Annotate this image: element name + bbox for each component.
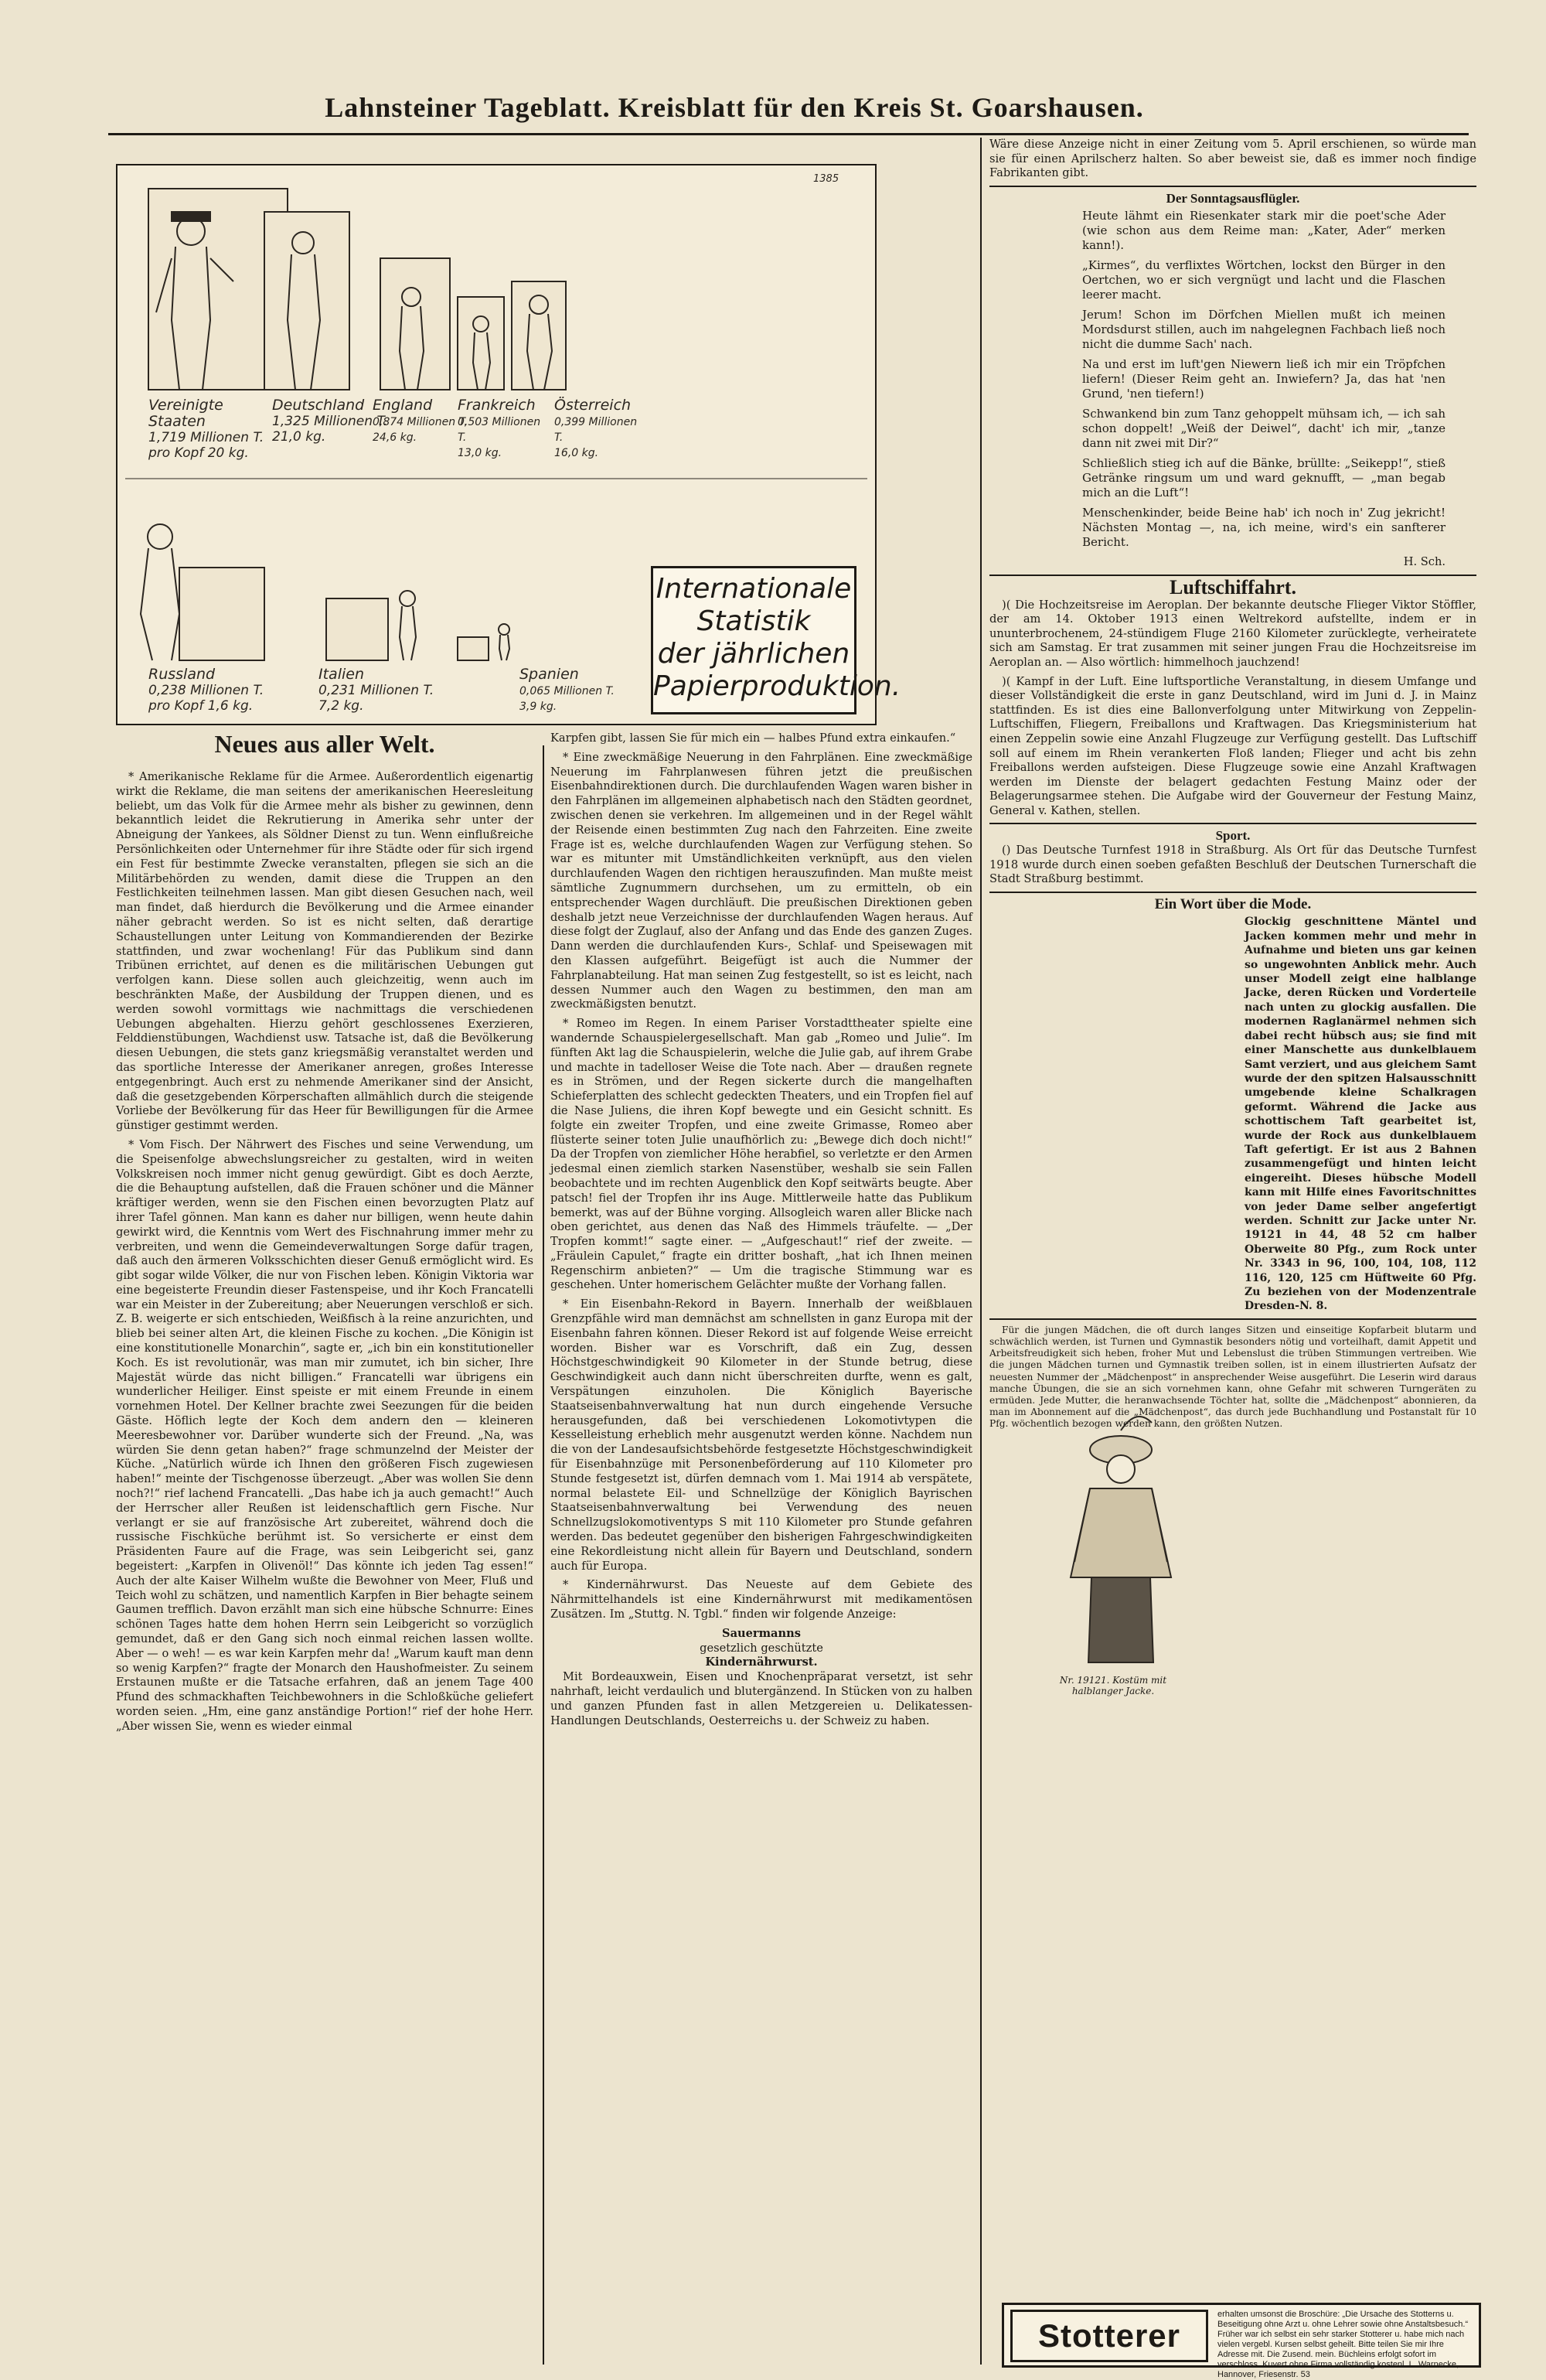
jacket [1071, 1488, 1171, 1577]
paper-block-spain [458, 637, 489, 660]
stotterer-ad [1002, 2303, 1481, 2379]
label-spain [519, 667, 643, 714]
country-value: 0,238 Millionen T. [148, 683, 264, 698]
wurst-ad-subtitle: gesetzlich geschützte [700, 1641, 823, 1655]
section-rule [989, 186, 1476, 187]
ad-commentary: Wäre diese Anzeige nicht in einer Zeitung vom 5. April erschienen, so würde man sie für einen Aprilscherz halten. So aber beweist sie, daß es immer noch findige Fabrikanten gibt. [989, 138, 1476, 180]
figure-russia-head [148, 524, 172, 549]
right-column [989, 138, 1476, 1435]
country-per-head: pro Kopf 20 kg. [148, 445, 249, 461]
label-russia [148, 667, 280, 714]
country-per-head: pro Kopf 1,6 kg. [148, 698, 254, 714]
news-title: Neues aus aller Welt. [214, 730, 435, 758]
paper-block-russia [179, 568, 264, 660]
country-name: Frankreich [458, 397, 536, 414]
illustration-title-line: Papierproduktion. [653, 670, 901, 702]
stotterer-ad-text: erhalten umsonst die Broschüre: „Die Ursache des Stotterns u. Beseitigung ohne Arzt u. ohne Lehrer sowie ohne Anstaltsbesuch.“ Früher war ich selbst ein sehr starker Stotterer u. habe mich nach vielen vergebl. Kursen selbst geheilt. Bitte teilen Sie mir Ihre Adresse mit. Die Zusend. mein. Büchleins erfolgt sofort im verschloss. Kuvert ohne Firma vollständig kostenl. L. Warnecke, Hannover, Friesenstr. 53 [1217, 2310, 1469, 2379]
poem-stanza: Heute lähmt ein Riesenkater stark mir die poet'sche Ader (wie schon aus dem Reime man: „Kater, Ader“ merken kann!). [1082, 209, 1446, 253]
stotterer-ad-word: Stotterer [1010, 2310, 1208, 2362]
paper-statistics-illustration [116, 164, 901, 725]
illustration-title-line: der jährlichen [657, 638, 850, 670]
illustration-title-line: Statistik [696, 605, 811, 637]
poem-body [989, 209, 1476, 570]
label-france [458, 397, 550, 461]
news-middle-column [550, 731, 972, 1733]
article-eisenbahn-rekord: * Ein Eisenbahn-Rekord in Bayern. Innerhalb der weißblauen Grenzpfähle wird man demnächst am schnellsten in ganz Europa mit der Eisenbahn fahren können. Dieser Rekord ist auf folgende Weise erreicht worden. Bisher war es Vorschrift, daß ein Zug, dessen Höchstgeschwindigkeit 90 Kilometer in der Stunde betrug, diese Geschwindigkeit auch dann nicht überschreiten durfte, wenn es galt, Verspätungen einzuholen. Die Königlich Bayerische Staatseisenbahnverwaltung hat nun durch eingehende Versuche herausgefunden, daß bei verschiedenen Lokomotivtypen die Kesselleistung erheblich mehr ausgenutzt werden könne. Nachdem nun die von der Landesaufsichtsbehörde festgesetzte Höchstgeschwindigkeit für Eisenbahnzüge mit Personenbeförderung auf 110 Kilometer pro Stunde festgesetzt ist, dürfen demnach vom 1. Mai 1914 ab verspätete, normal belastete Eil- und Schnellzüge der Königlich Bayrischen Staatseisenbahnverwaltung bei Verwendung des neuen Schnellzugslokomotiventyps S mit 110 Kilometer pro Stunde gefahren werden. Das bedeutet gegenüber den bisherigen Fahrgeschwindigkeiten eine Rekordleistung nicht allein für Bayern und Deutschland, sondern auch für Europa. [550, 1297, 972, 1573]
sport-title: Sport. [1215, 828, 1251, 844]
head [1107, 1455, 1135, 1483]
illustration-title-box [651, 566, 901, 714]
country-name: Österreich [554, 397, 632, 414]
article-kindernaehrwurst: * Kindernährwurst. Das Neueste auf dem Gebiete des Nährmittelhandels ist eine Kindernährwurst mit medikamentösen Zusätzen. Im „Stuttg. N. Tgbl.“ finden wir folgende Anzeige: [550, 1578, 972, 1621]
mode-text: Glockig geschnittene Mäntel und Jacken kommen mehr und mehr in Aufnahme und bieten uns gar keinen so ungewohnten Anblick mehr. Auch unser Modell zeigt eine halblange Jacke, deren Rücken und Vorderteile nach unten zu glockig ausfallen. Die modernen Raglanärmel nehmen sich dabei recht hübsch aus; sie find mit einer Manschette aus dunkelblauem Samt verziert, und aus gleichem Samt wurde der den spitzen Halsausschnitt umgebende kleine Schalkragen geformt. Während die Jacke aus schottischem Taft gearbeitet ist, wurde der Rock aus dunkelblauem Taft gefertigt. Er ist aus 2 Bahnen zusammengefügt und hinten leicht eingereiht. Dieses hübsche Modell kann mit Hilfe eines Favoritschnittes von jeder Dame selber angefertigt werden. Schnitt zur Jacke unter Nr. 19121 in 44, 48 52 cm halber Oberweite 80 Pfg., zum Rock unter Nr. 3343 in 96, 100, 104, 108, 112 116, 120, 125 cm Hüftweite 60 Pfg. Zu beziehen von der Modenzentrale Dresden-N. 8. [1245, 916, 1476, 1313]
article-amerikanische-reklame: * Amerikanische Reklame für die Armee. Außerordentlich eigenartig wirkt die Reklame, die man seitens der amerikanischen Heeresleitung beliebt, um das Volk für die Armee mehr als bisher zu gewinnen, denn bekanntlich leidet die Rekrutierung in Amerika sehr unter der Abneigung der Yankees, als Söldner Dienst zu tun. Wenn einflußreiche Persönlichkeiten oder Unternehmer für ihre Städte oder für sich irgend ein Fest für bestimmte Zwecke veranstalten, pflegen sie sich an die Militärbehörden zu wenden, damit diese die Truppen an den Festlichkeiten teilnehmen lassen. Man gibt diesen Gesuchen nach, weil man findet, daß hierdurch die Bevölkerung und die Armee einander näher gebracht werden. So ist es nicht selten, daß derartige Schaustellungen unter Leitung von Kommandierenden der Bezirke stattfinden, und zwar wochenlang! Für das Publikum sind dann Tribünen errichtet, auf denen es die militärischen Uebungen gut verfolgen kann. Diese sollen auch gleichzeitig, wenn auch im beschränkten Maße, der Ausbildung der Truppen dienen, und es werden sowohl vormittags wie nachmittags die verschiedenen Uebungen abgehalten. Hierzu gehört geschlossenes Exerzieren, Felddienstübungen, Wachdienst usw. Tatsache ist, daß die Bevölkerung diesen Uebungen, die stets ganz kriegsmäßig veranstaltet werden und das sportliche Interesse der Amerikaner anregen, großes Interesse entgegenbringt. Auch erst zu nehmende Amerikaner sind der Ansicht, daß die gesetzgebenden Körperschaften allmählich durch die steigende Vorliebe der Bevölkerung für das Heer für Bewilligungen für die Armee günstiger gestimmt werden. [116, 770, 533, 1133]
paper-block-austria [512, 281, 566, 390]
article-hochzeitsreise: )( Die Hochzeitsreise im Aeroplan. Der bekannte deutsche Flieger Viktor Stöffler, der am 14. Oktober 1913 einen Weltrekord aufstellte, indem er in ununterbrochenem, 24-stündigem Fluge 2160 Kilometer zurücklegte, verheiratete sich am Samstag. Er trat zusammen mit seiner jungen Frau die Hochzeitsreise im Aeroplan an. — Also wörtlich: himmelhoch jauchzend! [989, 598, 1476, 669]
poem-stanza: Schwankend bin zum Tanz gehoppelt mühsam ich, — ich sah schon doppelt! „Weiß der Deiwel“, dacht' ich mir, „tanze dann nit zwei mit Dir?“ [1082, 407, 1446, 451]
country-name: Russland [148, 666, 216, 683]
article-continuation: Karpfen gibt, lassen Sie für mich ein — halbes Pfund extra einkaufen.“ [550, 731, 956, 745]
country-per-head: 21,0 kg. [272, 429, 326, 445]
poem-author: H. Sch. [1403, 555, 1446, 569]
poem-stanza: Na und erst im luft'gen Niewern ließ ich mir ein Tröpfchen liefern! (Dieser Reim geht an. Inwiefern? Ja, das hat 'nen Grund, 'nen tiefern!) [1082, 357, 1446, 401]
illustration-stamp: 1385 [813, 173, 839, 185]
section-rule [989, 1318, 1476, 1320]
country-name: Spanien [519, 666, 579, 683]
country-value: 1,325 Millionen T. [272, 414, 388, 429]
figure-spain-body [499, 635, 509, 660]
masthead: Lahnsteiner Tageblatt. Kreisblatt für den Kreis St. Goarshausen. [325, 92, 1144, 123]
article-turnfest: () Das Deutsche Turnfest 1918 in Straßburg. Als Ort für das Deutsche Turnfest 1918 wurde durch einen soeben gefaßten Beschluß der Deutschen Turnerschaft die Stadt Straßburg bestimmt. [989, 844, 1476, 886]
section-rule [989, 892, 1476, 893]
figure-italy-head [400, 591, 415, 606]
hat-feather [1121, 1417, 1152, 1430]
label-germany [272, 397, 388, 445]
figure-russia-body [141, 548, 179, 660]
figure-italy-body [400, 606, 416, 660]
maedchen-text: Für die jungen Mädchen, die oft durch langes Sitzen und einseitige Kopfarbeit blutarm und schwächlich werden, ist Turnen und Gymnastik besonders nötig und vorteilhaft, damit Appetit und Arbeitsfreudigkeit sich heben, froher Mut und Lebenslust die trüben Stimmungen vertreiben. Wie die jungen Mädchen turnen und Gymnastik treiben sollen, ist in einem illustrierten Aufsatz der neuesten Nummer der „Mädchenpost“ in ansprechender Weise ausgeführt. Die Leserin wird daraus manche Übungen, die sie an sich vornehmen kann, ohne Gefahr mit schweren Turngeräten zu ermüden. Jede Mutter, die heranwachsende Töchter hat, sollte die „Mädchenpost“ abonnieren, da man im Abonnement auf die „Mädchenpost“, das durch jede Buchhandlung und Postanstalt für 10 Pfg. wöchentlich bezogen werden kann, den größten Nutzen. [989, 1324, 1476, 1430]
fashion-caption: Nr. 19121. Kostüm mit halblanger Jacke. [1059, 1675, 1167, 1696]
masthead-rule [108, 133, 1469, 135]
paper-block-england [380, 258, 450, 390]
mode-title: Ein Wort über die Mode. [1154, 895, 1312, 912]
label-austria [554, 397, 647, 461]
country-value: 1,719 Millionen T. [148, 430, 264, 445]
country-per-head: 3,9 kg. [519, 701, 557, 713]
poem-stanza: „Kirmes“, du verflixtes Wörtchen, lockst den Bürger in den Oertchen, wo er sich vergnügt und lacht und die Flaschen leerer macht. [1082, 258, 1446, 302]
country-name: England [373, 397, 433, 414]
figure-usa-hat [172, 212, 210, 221]
article-kampf-in-der-luft: )( Kampf in der Luft. Eine luftsportliche Veranstaltung, in diesem Umfange und dieser Vollständigkeit die erste in ganz Deutschland, wird im Juni d. J. in Mainz stattfinden. Es ist dies eine Ballonverfolgung unter Mitwirkung von Zeppelin-Luftschiffen, Fliegern, Freiballons und Kraftwagen. Das Kriegsministerium hat einen Zeppelin sowie eine Anzahl Flugzeuge zur Verfügung gestellt. Das Luftschiff soll auf einem im Rhein verankerten Floß landen; Flieger und acht bis zehn Freiballons werden aufsteigen. Diese Flugzeuge sowie eine Anzahl Kraftwagen werden im Dienste der belagert gedachten Festung Mainz oder der Belagerungsarmee stehen. Die Aufgabe wird der Gouverneur der Festung Mainz, General v. Kathen, stellen. [989, 674, 1476, 817]
skirt [1088, 1577, 1153, 1662]
country-per-head: 24,6 kg. [373, 431, 417, 444]
country-name: Deutschland [272, 397, 365, 414]
country-value: 0,399 Millionen T. [554, 416, 638, 444]
column-rule-middle [543, 745, 544, 2365]
paper-block-italy [326, 598, 388, 660]
poem-stanza: Jerum! Schon im Dörfchen Miellen mußt ich meinen Mordsdurst stillen, auch im nahgelegnen Fachbach ließ noch nicht die dumme Sach' nach. [1082, 308, 1446, 352]
fashion-illustration [1005, 1407, 1245, 1670]
country-value: 0,874 Millionen T. [373, 416, 468, 428]
country-name: Vereinigte Staaten [148, 397, 223, 430]
paper-block-france [458, 297, 504, 390]
country-per-head: 13,0 kg. [458, 447, 502, 459]
article-vom-fisch: * Vom Fisch. Der Nährwert des Fisches und seine Verwendung, um die Speisenfolge abwechslungsreicher zu gestalten, wird in weiten Volkskreisen noch immer nicht genug gewürdigt. Gibt es doch Aerzte, die die Behauptung aufstellen, daß die Frauen schöner und die Männer kräftiger werden, wenn sie den Fischen einen bevorzugten Platz auf ihrer Tafel gönnen. Man kann es daher nur billigen, wenn heute dahin gewirkt wird, die Kenntnis vom Wert des Fischnahrung immer mehr zu verbreiten, und wenn die Gemeindeverwaltungen Sorge dafür tragen, daß auch den ärmeren Volksschichten dieser Genuß ermöglicht wird. Es gibt sogar wilde Völker, die nur von Fischen leben. Königin Viktoria war eine begeisterte Freundin dieser Fastenspeise, und ihr Koch Francatelli war ein Meister in der Zubereitung; aber Neuerungen verschloß er sich. Z. B. weigerte er sich entschieden, Weißfisch à la reine anzurichten, und blieb bei seiner alten Art, die kleinen Fische zu kochen. „Die Königin ist eine konstitutionelle Monarchin“, sagte er, „ich bin ein konstitutioneller Koch. Es ist revolutionär, was man mir zumutet, ich bin sicher, Ihre Majestät würde das nicht billigen.“ Francatelli war übrigens ein wunderlicher Heiliger. Einst speiste er mit einem Freunde in einem vornehmen Hotel. Der Kellner brachte zwei Seezungen für die beiden Gäste. Höflich legte der Koch dem andern den — kleineren Meeresbewohner vor. Darüber wunderte sich der Freund. „Na, was würden Sie denn getan haben?“ frage schmunzelnd der Meister der Küche. „Natürlich würde ich Ihnen den größeren Fisch zugewiesen haben!“ meinte der Tischgenosse überzeugt. „Aber was wollen Sie denn noch?!“ rief lachend Francatelli. „Das habe ich ja auch gemacht!“ Auch der Herrscher aller Reußen ist leidenschaftlich gern Fische. Nur verlangt er sie auf französische Art zubereitet, während doch die russische Fischküche berühmt ist. So versicherte er einst dem Präsidenten Faure auf die Frage, was sein Leibgericht sei, ganz begeistert: „Karpfen in Olivenöl!“ Das könnte ich jeden Tag essen!“ Auch der alte Kaiser Wilhelm wußte die Bewohner von Meer, Fluß und Teich wohl zu schätzen, und namentlich Karpfen in Bier behagte seinem Gaumen trefflich. Davon erzählt man sich eine hübsche Schnurre: Eines schönen Tages hatte dem hohen Herrn sein Leibgericht so vorzüglich gemundet, daß er den Gang sich noch einmal reichen lassen wollte. Aber — o weh! — es war kein Karpfen mehr da! „Warum kauft man denn so wenig Karpfen?“ fragte der Monarch den Haushofmeister. Zu seinem Erstaunen mußte er die Tatsache erfahren, daß an jenem Tage 400 Pfund des schmackhaften Teichbewohners in die Schloßküche geliefert worden seien. „Hm, eine ganz anständige Portion!“ rief der hohe Herr. „Aber wissen Sie, wenn es wieder einmal [116, 1137, 533, 1733]
wurst-ad-title: Sauermanns [722, 1626, 801, 1640]
country-per-head: 7,2 kg. [318, 698, 364, 714]
section-rule [989, 823, 1476, 824]
luftschiffahrt-title: Luftschiffahrt. [1170, 575, 1296, 598]
paper-block-germany [264, 212, 349, 390]
country-per-head: 16,0 kg. [554, 447, 599, 459]
country-value: 0,065 Millionen T. [519, 685, 615, 697]
poem-stanza: Schließlich stieg ich auf die Bänke, brüllte: „Seikepp!“, stieß Getränke ringsum um und ward geknufft, — „man begab mich an die Luft“! [1082, 456, 1446, 500]
article-fahrplaene: * Eine zweckmäßige Neuerung in den Fahrplänen. Eine zweckmäßige Neuerung im Fahrplanwesen führen jetzt die preußischen Eisenbahndirektionen durch. Die durchlaufenden Wagen waren bisher in den Fahrplänen im allgemeinen alphabetisch nach den Städten geordnet, zwischen denen sie verkehren. Im allgemeinen und in der Regel wählt der Reisende einen bestimmten Zug nach den Fahrzeiten. Eine zweite Frage ist es, welche durchlaufenden Wagen zur Verfügung stehen. So war es mitunter mit Umständlichkeiten verknüpft, aus den vielen durchlaufenden Wagen den richtigen herauszufinden. Man mußte meist sämtliche Zugnummern durchsehen, um zu ermitteln, ob ein entsprechender Wagen durchläuft. Die preußischen Direktionen geben deshalb jetzt neue Verzeichnisse der durchlaufenden Wagen heraus. Auf diese folgt der Zuglauf, also der Anfang und das Ende des ganzen Zuges. Dann werden die durchlaufenden Kurs-, Schlaf- und Speisewagen mit den Klassen aufgeführt. Beigefügt ist auch die Nummer der Fahrplanabteilung. Hat man seinen Zug festgestellt, so ist es leicht, nach dessen Nummer auch den Wagen zu bestimmen, den man am zweckmäßigsten benutzt. [550, 750, 972, 1011]
poem-title: Der Sonntagsausflügler. [1166, 190, 1300, 206]
country-value: 0,503 Millionen T. [458, 416, 541, 444]
label-italy [318, 667, 450, 714]
country-value: 0,231 Millionen T. [318, 683, 434, 698]
label-usa [148, 397, 272, 461]
illustration-title-line: Internationale [656, 573, 852, 605]
poem-stanza: Menschenkinder, beide Beine hab' ich noch in' Zug jekricht! Nächsten Montag —, na, ich meine, wird's ein sanfterer Bericht. [1082, 506, 1446, 550]
wurst-ad-text: Mit Bordeauxwein, Eisen und Knochenpräparat versetzt, ist sehr nahrhaft, leicht verdaulich und blutergänzend. In Stücken von zu halben und ganzen Pfunden fast in allen Metzgereien u. Delikatessen-Handlungen Deutschlands, Oesterreichs u. der Schweiz zu haben. [550, 1670, 972, 1727]
article-romeo: * Romeo im Regen. In einem Pariser Vorstadttheater spielte eine wandernde Schauspielergesellschaft. Man gab „Romeo und Julie“. Im fünften Akt lag die Schauspielerin, welche die Julie gab, auf ihrem Grabe und machte in tadelloser Weise die Tote nach. Aber — draußen regnete es in Strömen, und der Regen sickerte durch die mangelhaften Schieferplatten des schlecht gedeckten Theaters, und ein Tropfen fiel auf die Nase Juliens, die ihren Kopf bewegte und ein Gesicht schnitt. Es folgte ein zweiter Tropfen, und eine zweite Grimasse, Romeo aber flüsterte seiner toten Julie unaufhörlich zu: „Bewege dich doch nicht!“ Da der Tropfen von ziemlicher Höhe herabfiel, so verletzte er den Armen jedesmal einen ziemlich starken Nasenstüber, weshalb sie sein Fallen beobachtete und im rechten Augenblick den Kopf seitwärts beugte. Aber patsch! fiel der Tropfen ihr ins Auge. Mittlerweile hatte das Publikum bemerkt, was auf der Bühne vorging. Allsogleich waren aller Blicke nach oben gerichtet, aus denen das Naß des Himmels träufelte. — „Der Tropfen kommt!“ sagte einer. — „Aufgeschaut!“ rief der zweite. — „Fräulein Capulet,“ fragte ein dritter boshaft, „hat ich Ihnen meinen Regenschirm anbieten?“ — Um die tragische Stimmung war es geschehen. Unter homerischem Gelächter mußte der Vorhang fallen. [550, 1017, 972, 1292]
figure-spain-head [499, 624, 509, 635]
wurst-ad-name: Kindernährwurst. [705, 1655, 818, 1669]
column-rule-right [980, 138, 982, 2365]
news-left-column [116, 770, 533, 1739]
country-name: Italien [318, 666, 364, 683]
